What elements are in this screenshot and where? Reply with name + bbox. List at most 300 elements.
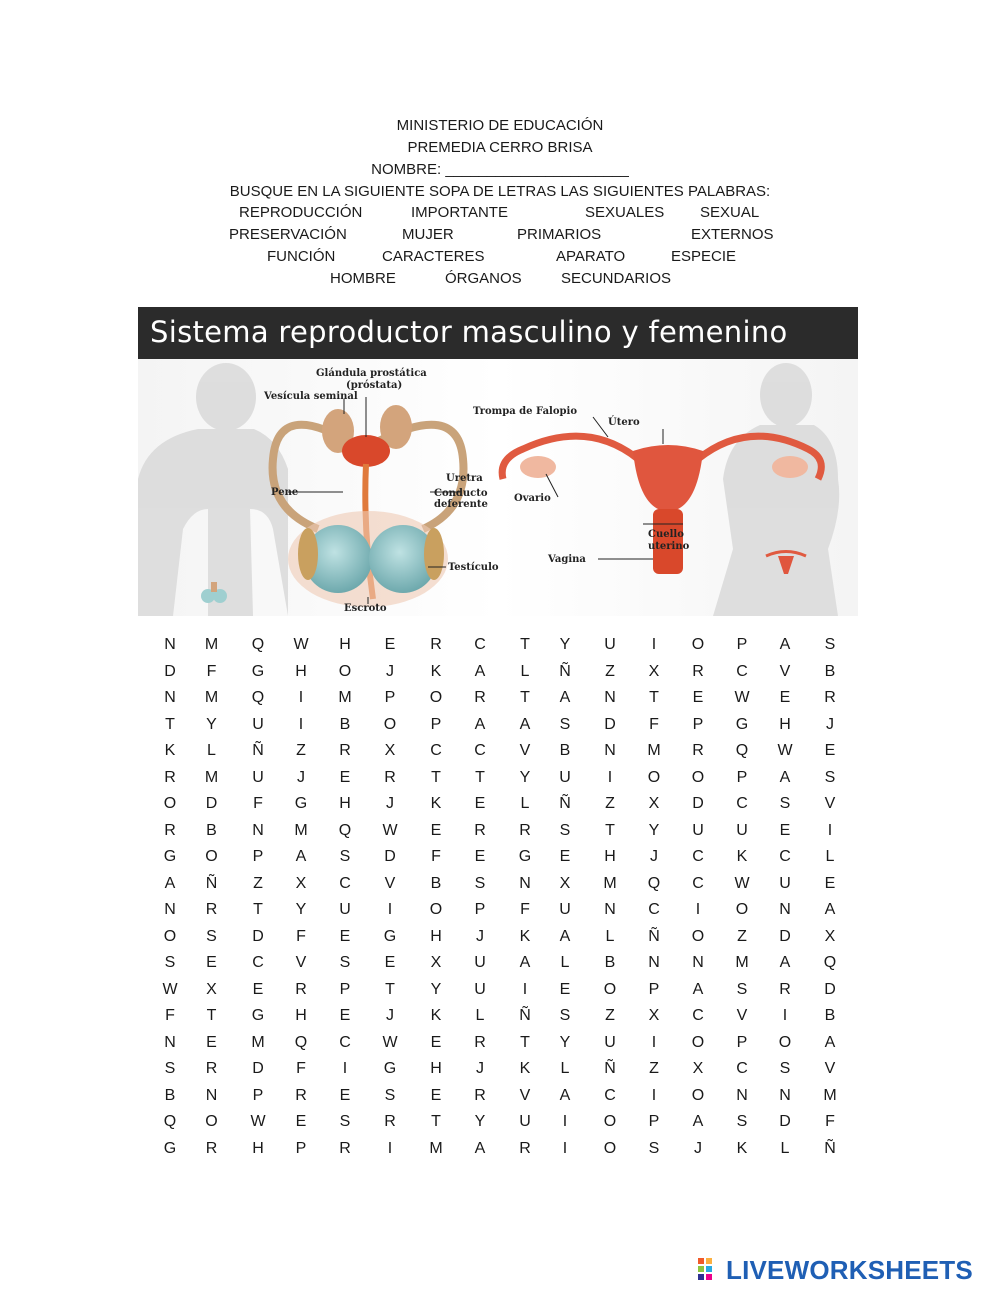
grid-letter[interactable]: O (691, 1086, 705, 1104)
grid-letter[interactable]: E (430, 1086, 442, 1104)
grid-letter[interactable]: B (164, 1086, 176, 1104)
grid-letter[interactable]: E (430, 821, 442, 839)
grid-letter[interactable]: E (206, 954, 217, 971)
grid-letter[interactable]: E (206, 1033, 217, 1051)
grid-letter[interactable]: L (520, 795, 530, 812)
grid-letter[interactable]: C (736, 662, 748, 680)
grid-letter[interactable]: F (520, 901, 530, 918)
grid-letter[interactable]: D (252, 927, 264, 945)
grid-letter[interactable]: L (520, 662, 530, 680)
grid-letter[interactable]: M (294, 821, 308, 839)
grid-letter[interactable]: A (824, 901, 836, 918)
grid-letter[interactable]: L (825, 848, 835, 865)
grid-letter[interactable]: C (779, 848, 791, 865)
grid-letter[interactable]: I (607, 768, 613, 786)
grid-letter[interactable]: X (824, 927, 836, 945)
grid-letter[interactable]: E (779, 821, 791, 839)
grid-letter[interactable]: P (648, 1113, 660, 1130)
grid-letter[interactable]: B (430, 874, 442, 892)
grid-letter[interactable]: H (295, 662, 307, 680)
grid-letter[interactable]: F (296, 1060, 306, 1077)
grid-letter[interactable]: R (339, 1139, 351, 1157)
grid-letter[interactable]: F (206, 662, 217, 680)
grid-letter[interactable]: M (603, 874, 617, 892)
grid-letter[interactable]: A (559, 1086, 571, 1104)
grid-letter[interactable]: V (519, 742, 531, 759)
grid-letter[interactable]: S (648, 1139, 660, 1157)
grid-letter[interactable]: T (605, 821, 615, 839)
grid-letter[interactable]: T (206, 1007, 217, 1024)
grid-letter[interactable]: I (651, 636, 657, 653)
grid-letter[interactable]: O (603, 980, 617, 998)
grid-letter[interactable]: V (824, 795, 836, 812)
grid-letter[interactable]: S (736, 980, 748, 998)
grid-letter[interactable]: H (339, 795, 351, 812)
grid-letter[interactable]: Y (519, 768, 531, 786)
grid-letter[interactable]: D (692, 795, 704, 812)
grid-letter[interactable]: N (205, 1086, 218, 1104)
grid-letter[interactable]: M (204, 689, 219, 706)
grid-letter[interactable]: R (474, 1033, 486, 1051)
grid-letter[interactable]: J (297, 768, 305, 786)
grid-letter[interactable]: D (779, 1113, 791, 1130)
grid-letter[interactable]: V (519, 1086, 531, 1104)
grid-letter[interactable]: V (824, 1060, 836, 1077)
grid-letter[interactable]: H (779, 715, 791, 733)
grid-letter[interactable]: N (692, 954, 704, 971)
grid-letter[interactable]: T (520, 1033, 530, 1051)
grid-letter[interactable]: B (604, 954, 616, 971)
grid-letter[interactable]: M (338, 689, 352, 706)
grid-letter[interactable]: A (692, 980, 704, 998)
grid-letter[interactable]: C (604, 1086, 616, 1104)
grid-letter[interactable]: I (827, 821, 833, 839)
grid-letter[interactable]: K (430, 662, 442, 680)
grid-letter[interactable]: O (735, 901, 749, 918)
grid-letter[interactable]: A (559, 689, 571, 706)
grid-letter[interactable]: C (474, 636, 486, 653)
grid-letter[interactable]: F (649, 715, 659, 733)
grid-letter[interactable]: Q (251, 636, 265, 653)
grid-letter[interactable]: T (431, 1113, 441, 1130)
grid-letter[interactable]: M (204, 636, 219, 653)
grid-letter[interactable]: A (779, 636, 791, 653)
grid-letter[interactable]: W (293, 636, 309, 653)
grid-letter[interactable]: D (824, 980, 836, 998)
grid-letter[interactable]: M (204, 768, 219, 786)
grid-letter[interactable]: C (736, 1060, 748, 1077)
grid-letter[interactable]: T (649, 689, 659, 706)
grid-letter[interactable]: S (779, 795, 791, 812)
grid-letter[interactable]: X (559, 874, 571, 892)
grid-letter[interactable]: O (429, 689, 443, 706)
grid-letter[interactable]: X (206, 980, 217, 998)
grid-letter[interactable]: G (251, 662, 265, 680)
grid-letter[interactable]: P (430, 715, 442, 733)
grid-letter[interactable]: N (779, 1086, 791, 1104)
grid-letter[interactable]: K (519, 1060, 531, 1077)
grid-letter[interactable]: Z (649, 1060, 659, 1077)
grid-letter[interactable]: E (474, 795, 486, 812)
grid-letter[interactable]: R (295, 980, 307, 998)
grid-letter[interactable]: H (430, 927, 442, 945)
grid-letter[interactable]: I (782, 1007, 788, 1024)
grid-letter[interactable]: Y (430, 980, 442, 998)
grid-letter[interactable]: W (777, 742, 793, 759)
grid-letter[interactable]: X (430, 954, 442, 971)
grid-letter[interactable]: A (474, 715, 486, 733)
grid-letter[interactable]: C (430, 742, 442, 759)
grid-letter[interactable]: O (163, 795, 177, 812)
grid-letter[interactable]: W (734, 874, 750, 892)
name-field[interactable]: NOMBRE: ______________________ (371, 161, 629, 178)
grid-letter[interactable]: N (779, 901, 791, 918)
grid-letter[interactable]: E (430, 1033, 442, 1051)
grid-letter[interactable]: Ñ (559, 662, 571, 680)
grid-letter[interactable]: S (339, 1113, 351, 1130)
grid-letter[interactable]: A (824, 1033, 836, 1051)
grid-letter[interactable]: E (824, 742, 836, 759)
grid-letter[interactable]: U (692, 821, 704, 839)
grid-letter[interactable]: P (339, 980, 351, 998)
grid-letter[interactable]: B (824, 1007, 836, 1024)
grid-letter[interactable]: R (779, 980, 791, 998)
grid-letter[interactable]: E (692, 689, 704, 706)
grid-letter[interactable]: Y (559, 1033, 571, 1051)
grid-letter[interactable]: K (430, 1007, 442, 1024)
grid-letter[interactable]: I (342, 1060, 348, 1077)
grid-letter[interactable]: T (520, 636, 530, 653)
grid-letter[interactable]: F (431, 848, 441, 865)
grid-letter[interactable]: N (164, 689, 176, 706)
grid-letter[interactable]: S (339, 954, 351, 971)
grid-letter[interactable]: R (205, 1060, 218, 1077)
grid-letter[interactable]: Q (251, 689, 265, 706)
grid-letter[interactable]: Q (163, 1113, 177, 1130)
grid-letter[interactable]: G (518, 848, 532, 865)
grid-letter[interactable]: P (692, 715, 704, 733)
grid-letter[interactable]: T (520, 689, 530, 706)
grid-letter[interactable]: I (298, 715, 304, 733)
grid-letter[interactable]: S (736, 1113, 748, 1130)
grid-letter[interactable]: H (295, 1007, 307, 1024)
grid-letter[interactable]: Ñ (648, 927, 660, 945)
grid-letter[interactable]: T (385, 980, 395, 998)
grid-letter[interactable]: U (559, 768, 571, 786)
grid-letter[interactable]: D (604, 715, 616, 733)
grid-letter[interactable]: W (734, 689, 750, 706)
grid-letter[interactable]: N (519, 874, 531, 892)
grid-letter[interactable]: I (695, 901, 701, 918)
grid-letter[interactable]: O (163, 927, 177, 945)
grid-letter[interactable]: T (165, 715, 175, 733)
grid-letter[interactable]: Z (605, 1007, 615, 1024)
grid-letter[interactable]: R (164, 768, 176, 786)
grid-letter[interactable]: A (692, 1113, 704, 1130)
grid-letter[interactable]: F (253, 795, 263, 812)
grid-letter[interactable]: Y (559, 636, 571, 653)
grid-letter[interactable]: L (780, 1139, 790, 1157)
grid-letter[interactable]: O (647, 768, 661, 786)
grid-letter[interactable]: R (692, 742, 704, 759)
grid-letter[interactable]: A (295, 848, 307, 865)
grid-letter[interactable]: B (824, 662, 836, 680)
grid-letter[interactable]: H (339, 636, 351, 653)
grid-letter[interactable]: S (339, 848, 351, 865)
grid-letter[interactable]: I (562, 1139, 568, 1157)
grid-letter[interactable]: Z (605, 795, 615, 812)
grid-letter[interactable]: E (824, 874, 836, 892)
grid-letter[interactable]: Ñ (519, 1007, 531, 1024)
grid-letter[interactable]: I (522, 980, 528, 998)
grid-letter[interactable]: J (476, 927, 484, 945)
grid-letter[interactable]: K (519, 927, 531, 945)
grid-letter[interactable]: S (384, 1086, 396, 1104)
grid-letter[interactable]: O (778, 1033, 792, 1051)
grid-letter[interactable]: O (429, 901, 443, 918)
grid-letter[interactable]: E (339, 768, 351, 786)
grid-letter[interactable]: Y (206, 715, 217, 733)
grid-letter[interactable]: G (383, 927, 397, 945)
grid-letter[interactable]: J (386, 662, 394, 680)
grid-letter[interactable]: O (691, 636, 705, 653)
grid-letter[interactable]: W (382, 1033, 398, 1051)
grid-letter[interactable]: N (252, 821, 264, 839)
grid-letter[interactable]: U (736, 821, 748, 839)
grid-letter[interactable]: D (252, 1060, 264, 1077)
grid-letter[interactable]: U (252, 715, 264, 733)
grid-letter[interactable]: Ñ (559, 795, 571, 812)
grid-letter[interactable]: S (474, 874, 486, 892)
grid-letter[interactable]: L (560, 954, 570, 971)
grid-letter[interactable]: H (430, 1060, 442, 1077)
grid-letter[interactable]: J (476, 1060, 484, 1077)
grid-letter[interactable]: L (560, 1060, 570, 1077)
grid-letter[interactable]: Ñ (252, 742, 264, 759)
grid-letter[interactable]: D (384, 848, 396, 865)
grid-letter[interactable]: J (650, 848, 658, 865)
grid-letter[interactable]: N (604, 742, 616, 759)
grid-letter[interactable]: X (648, 662, 660, 680)
grid-letter[interactable]: O (603, 1139, 617, 1157)
grid-letter[interactable]: Ñ (604, 1060, 616, 1077)
grid-letter[interactable]: L (475, 1007, 485, 1024)
grid-letter[interactable]: A (519, 954, 531, 971)
grid-letter[interactable]: H (604, 848, 616, 865)
grid-letter[interactable]: C (339, 874, 351, 892)
grid-letter[interactable]: B (559, 742, 571, 759)
grid-letter[interactable]: D (205, 795, 218, 812)
grid-letter[interactable]: Z (296, 742, 306, 759)
grid-letter[interactable]: R (474, 1086, 486, 1104)
grid-letter[interactable]: T (253, 901, 263, 918)
grid-letter[interactable]: S (164, 954, 176, 971)
grid-letter[interactable]: T (475, 768, 485, 786)
grid-letter[interactable]: I (562, 1113, 568, 1130)
grid-letter[interactable]: P (474, 901, 486, 918)
grid-letter[interactable]: S (779, 1060, 791, 1077)
grid-letter[interactable]: V (384, 874, 396, 892)
grid-letter[interactable]: S (559, 821, 571, 839)
grid-letter[interactable]: A (474, 662, 486, 680)
grid-letter[interactable]: Y (295, 901, 307, 918)
grid-letter[interactable]: E (559, 980, 571, 998)
grid-letter[interactable]: Z (253, 874, 263, 892)
grid-letter[interactable]: V (779, 662, 791, 680)
grid-letter[interactable]: M (429, 1139, 443, 1157)
grid-letter[interactable]: E (384, 954, 396, 971)
grid-letter[interactable]: S (824, 768, 836, 786)
grid-letter[interactable]: Q (647, 874, 661, 892)
grid-letter[interactable]: K (736, 848, 748, 865)
grid-letter[interactable]: O (691, 927, 705, 945)
grid-letter[interactable]: Ñ (824, 1139, 836, 1157)
grid-letter[interactable]: E (339, 927, 351, 945)
grid-letter[interactable]: R (339, 742, 351, 759)
grid-letter[interactable]: E (339, 1086, 351, 1104)
grid-letter[interactable]: C (474, 742, 486, 759)
grid-letter[interactable]: R (205, 1139, 218, 1157)
grid-letter[interactable]: A (779, 768, 791, 786)
grid-letter[interactable]: J (386, 795, 394, 812)
grid-letter[interactable]: X (692, 1060, 704, 1077)
grid-letter[interactable]: E (474, 848, 486, 865)
grid-letter[interactable]: S (824, 636, 836, 653)
grid-letter[interactable]: R (295, 1086, 307, 1104)
grid-letter[interactable]: Y (474, 1113, 486, 1130)
grid-letter[interactable]: Q (338, 821, 352, 839)
grid-letter[interactable]: G (163, 1139, 177, 1157)
grid-letter[interactable]: O (338, 662, 352, 680)
grid-letter[interactable]: M (647, 742, 661, 759)
grid-letter[interactable]: E (559, 848, 571, 865)
grid-letter[interactable]: R (164, 821, 176, 839)
grid-letter[interactable]: L (207, 742, 216, 759)
grid-letter[interactable]: R (519, 821, 531, 839)
grid-letter[interactable]: U (252, 768, 264, 786)
grid-letter[interactable]: Q (823, 954, 837, 971)
grid-letter[interactable]: B (339, 715, 351, 733)
grid-letter[interactable]: G (251, 1007, 265, 1024)
grid-letter[interactable]: P (252, 1086, 264, 1104)
grid-letter[interactable]: M (823, 1086, 837, 1104)
grid-letter[interactable]: F (165, 1007, 175, 1024)
grid-letter[interactable]: Q (294, 1033, 308, 1051)
grid-letter[interactable]: W (162, 980, 178, 998)
grid-letter[interactable]: E (252, 980, 264, 998)
grid-letter[interactable]: Y (648, 821, 660, 839)
grid-letter[interactable]: P (648, 980, 660, 998)
grid-letter[interactable]: U (474, 980, 486, 998)
grid-letter[interactable]: J (826, 715, 834, 733)
grid-letter[interactable]: O (691, 768, 705, 786)
grid-letter[interactable]: X (648, 795, 660, 812)
grid-letter[interactable]: H (252, 1139, 264, 1157)
grid-letter[interactable]: A (164, 874, 176, 892)
grid-letter[interactable]: X (648, 1007, 660, 1024)
grid-letter[interactable]: F (825, 1113, 835, 1130)
grid-letter[interactable]: G (294, 795, 308, 812)
grid-letter[interactable]: O (383, 715, 397, 733)
grid-letter[interactable]: R (430, 636, 442, 653)
grid-letter[interactable]: N (648, 954, 660, 971)
grid-letter[interactable]: O (205, 848, 218, 865)
grid-letter[interactable]: O (205, 1113, 218, 1130)
grid-letter[interactable]: C (692, 874, 704, 892)
grid-letter[interactable]: S (206, 927, 217, 945)
grid-letter[interactable]: J (386, 1007, 394, 1024)
grid-letter[interactable]: M (251, 1033, 265, 1051)
grid-letter[interactable]: A (474, 1139, 486, 1157)
grid-letter[interactable]: E (384, 636, 396, 653)
grid-letter[interactable]: P (736, 1033, 748, 1051)
grid-letter[interactable]: I (651, 1033, 657, 1051)
grid-letter[interactable]: F (296, 927, 306, 945)
grid-letter[interactable]: U (474, 954, 486, 971)
grid-letter[interactable]: N (164, 1033, 176, 1051)
grid-letter[interactable]: Ñ (205, 874, 218, 892)
grid-letter[interactable]: P (252, 848, 264, 865)
grid-letter[interactable]: U (339, 901, 351, 918)
grid-letter[interactable]: V (295, 954, 307, 971)
grid-letter[interactable]: N (164, 901, 176, 918)
grid-letter[interactable]: N (604, 901, 616, 918)
grid-letter[interactable]: R (205, 901, 218, 918)
grid-letter[interactable]: I (651, 1086, 657, 1104)
grid-letter[interactable]: G (383, 1060, 397, 1077)
grid-letter[interactable]: W (250, 1113, 266, 1130)
grid-letter[interactable]: U (604, 1033, 616, 1051)
grid-letter[interactable]: U (604, 636, 616, 653)
grid-letter[interactable]: G (163, 848, 177, 865)
grid-letter[interactable]: X (295, 874, 307, 892)
grid-letter[interactable]: C (252, 954, 264, 971)
grid-letter[interactable]: R (384, 1113, 396, 1130)
grid-letter[interactable]: I (387, 1139, 393, 1157)
grid-letter[interactable]: K (736, 1139, 748, 1157)
grid-letter[interactable]: P (736, 768, 748, 786)
grid-letter[interactable]: O (603, 1113, 617, 1130)
grid-letter[interactable]: B (206, 821, 217, 839)
grid-letter[interactable]: N (736, 1086, 748, 1104)
grid-letter[interactable]: C (692, 1007, 704, 1024)
grid-letter[interactable]: C (692, 848, 704, 865)
grid-letter[interactable]: J (694, 1139, 702, 1157)
grid-letter[interactable]: V (736, 1007, 748, 1024)
grid-letter[interactable]: U (779, 874, 791, 892)
grid-letter[interactable]: D (779, 927, 791, 945)
grid-letter[interactable]: R (474, 821, 486, 839)
grid-letter[interactable]: G (735, 715, 749, 733)
grid-letter[interactable]: E (295, 1113, 307, 1130)
grid-letter[interactable]: S (559, 1007, 571, 1024)
grid-letter[interactable]: P (295, 1139, 307, 1157)
grid-letter[interactable]: C (736, 795, 748, 812)
grid-letter[interactable]: T (431, 768, 441, 786)
grid-letter[interactable]: Q (735, 742, 749, 759)
grid-letter[interactable]: I (298, 689, 304, 706)
grid-letter[interactable]: R (474, 689, 486, 706)
grid-letter[interactable]: K (430, 795, 442, 812)
grid-letter[interactable]: N (164, 636, 176, 653)
grid-letter[interactable]: U (559, 901, 571, 918)
grid-letter[interactable]: I (387, 901, 393, 918)
grid-letter[interactable]: U (519, 1113, 531, 1130)
grid-letter[interactable]: C (648, 901, 660, 918)
grid-letter[interactable]: Z (737, 927, 747, 945)
grid-letter[interactable]: P (736, 636, 748, 653)
grid-letter[interactable]: R (519, 1139, 531, 1157)
